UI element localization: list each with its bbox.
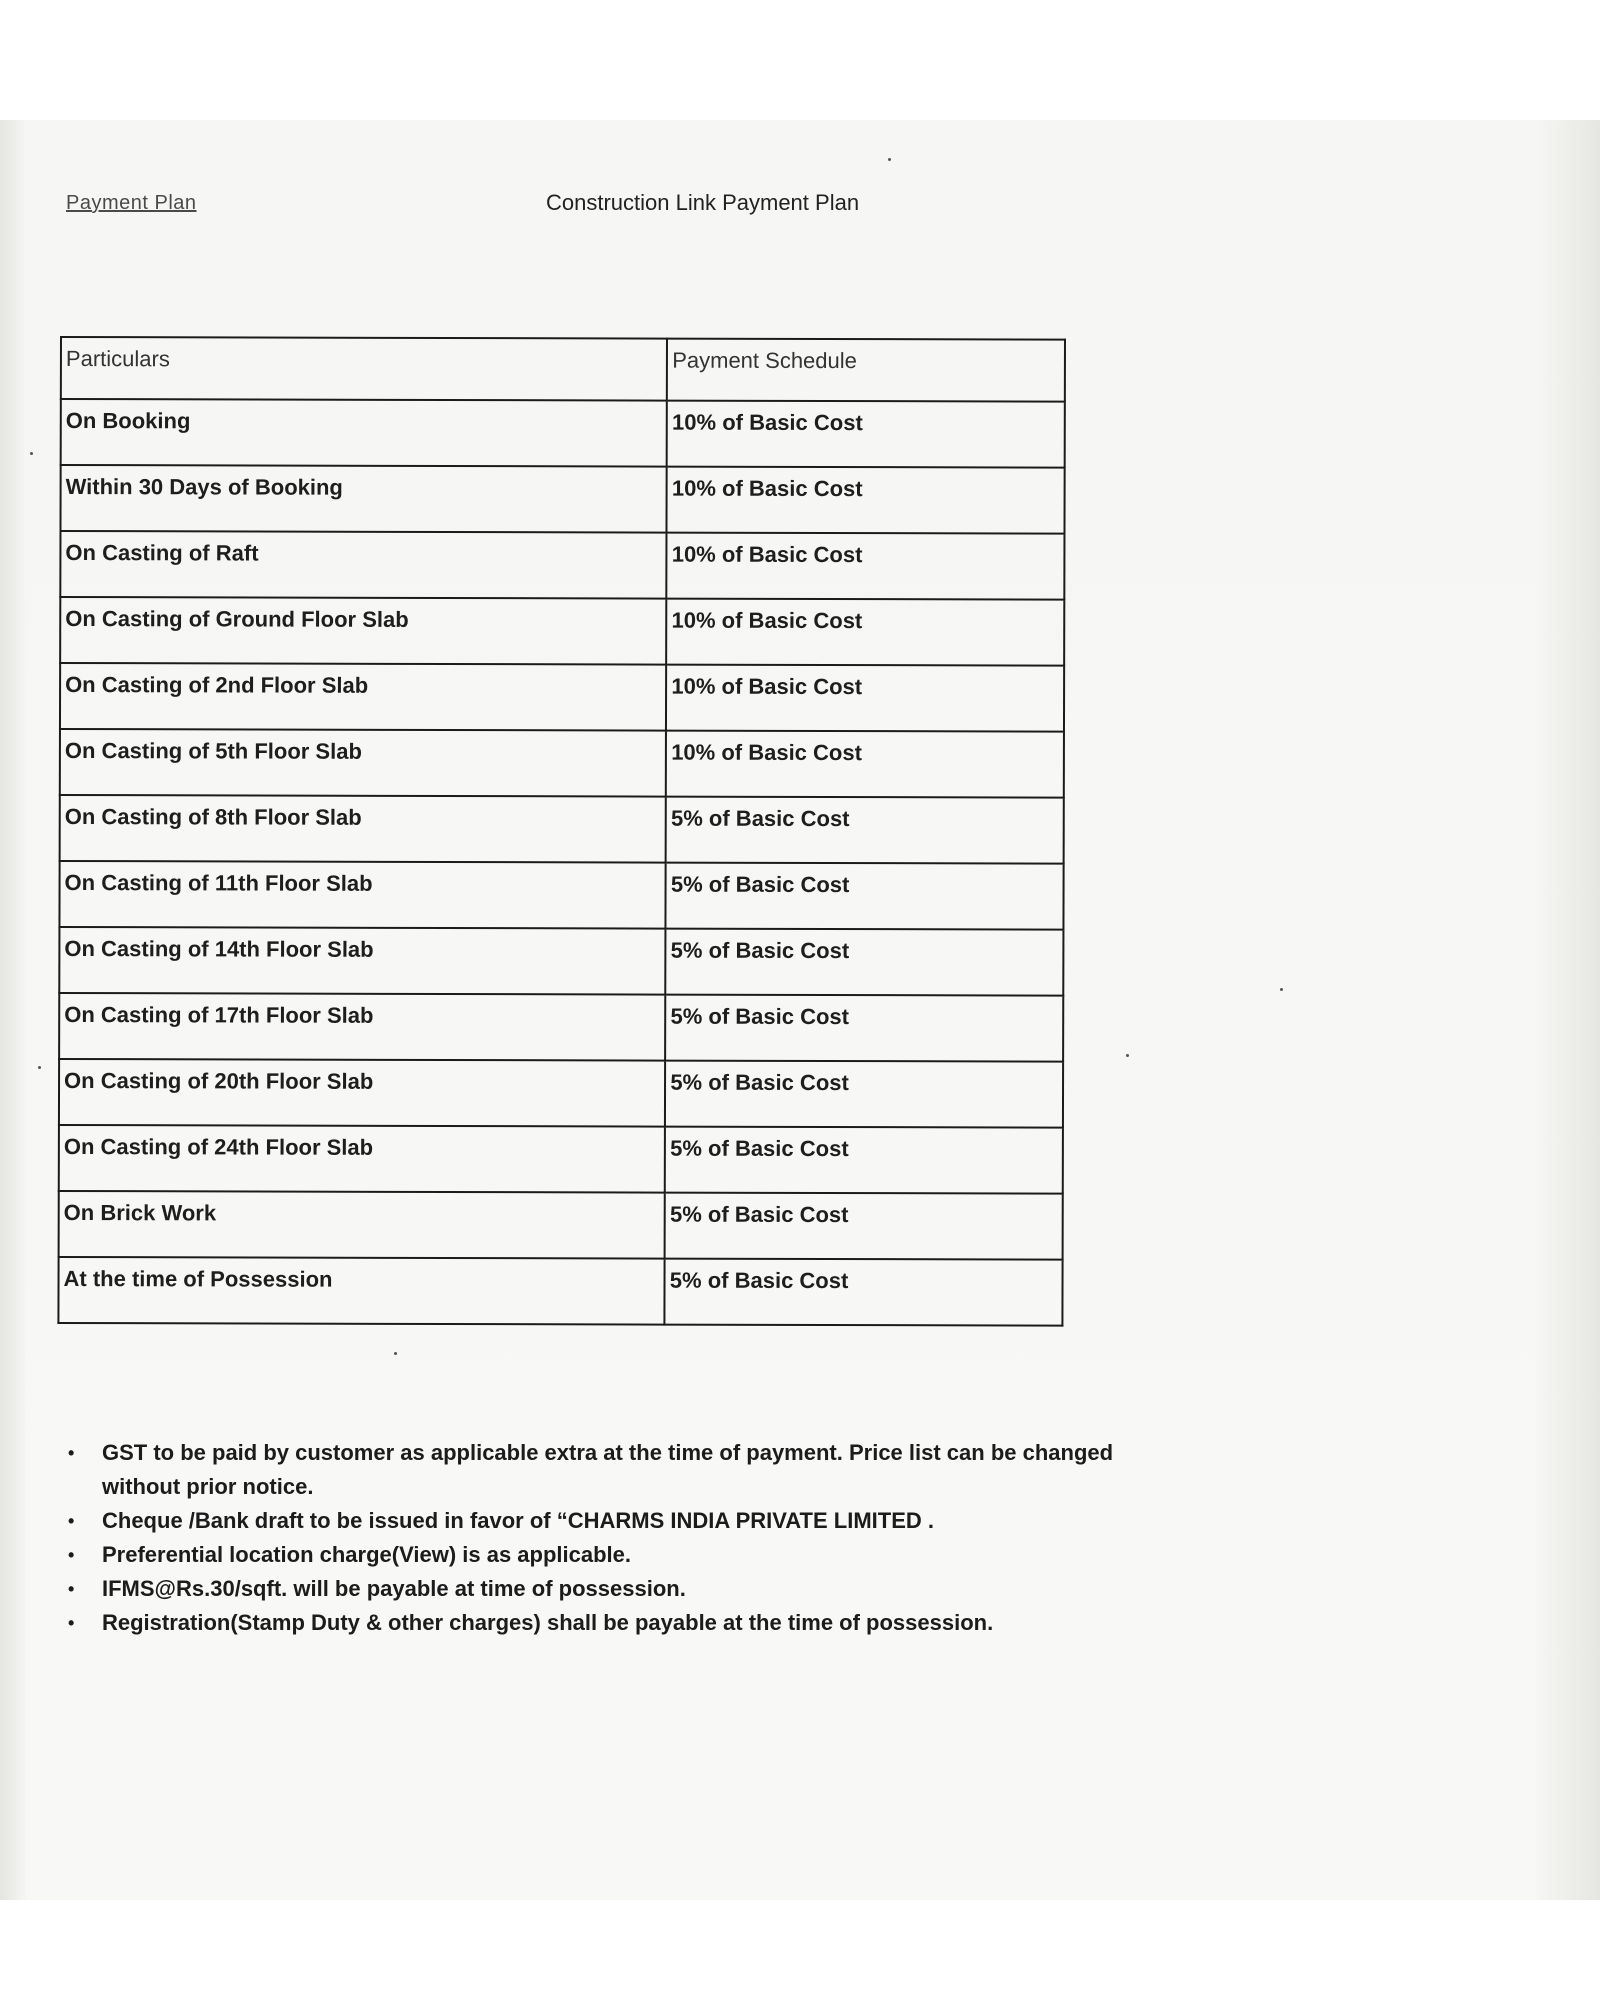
particular-cell: On Casting of 20th Floor Slab xyxy=(59,1059,665,1127)
table-row xyxy=(60,597,1064,666)
payment-schedule-table xyxy=(57,336,1066,1327)
table-row xyxy=(58,1257,1062,1326)
payment-plan-label: Payment Plan xyxy=(66,192,197,214)
schedule-cell: 10% of Basic Cost xyxy=(666,731,1064,798)
schedule-cell: 10% of Basic Cost xyxy=(667,533,1065,600)
particular-cell: At the time of Possession xyxy=(58,1257,664,1325)
particular-cell: On Casting of 24th Floor Slab xyxy=(59,1125,665,1193)
schedule-cell: 10% of Basic Cost xyxy=(667,401,1065,468)
note-text: GST to be paid by customer as applicable extra at the time of payment. Price list can be changed without prior notice. xyxy=(102,1440,1114,1499)
particular-cell: On Casting of 17th Floor Slab xyxy=(59,993,665,1061)
particular-cell: On Casting of 2nd Floor Slab xyxy=(60,663,666,731)
scan-right-edge-shadow xyxy=(1536,120,1600,1900)
note-text: IFMS@Rs.30/sqft. will be payable at time of possession. xyxy=(102,1576,686,1601)
particular-cell: On Casting of 14th Floor Slab xyxy=(59,927,665,995)
table-row xyxy=(59,861,1063,930)
note-text: Cheque /Bank draft to be issued in favor of “CHARMS INDIA PRIVATE LIMITED . xyxy=(102,1508,934,1533)
note-text: Preferential location charge(View) is as applicable. xyxy=(102,1542,632,1567)
note-item xyxy=(66,1606,1156,1640)
table-row xyxy=(59,993,1063,1062)
schedule-cell: 10% of Basic Cost xyxy=(666,599,1064,666)
scan-left-edge-shadow xyxy=(0,120,26,1900)
note-item xyxy=(66,1538,1156,1572)
schedule-cell: 5% of Basic Cost xyxy=(666,929,1064,996)
header-payment-schedule: Payment Schedule xyxy=(667,339,1065,402)
note-item xyxy=(66,1572,1156,1606)
particular-cell: On Casting of Ground Floor Slab xyxy=(60,597,666,665)
particular-cell: On Casting of 5th Floor Slab xyxy=(60,729,666,797)
table-row xyxy=(59,1125,1063,1194)
schedule-cell: 10% of Basic Cost xyxy=(666,665,1064,732)
scan-speck xyxy=(30,452,33,455)
note-item xyxy=(66,1436,1156,1504)
particular-cell: On Casting of Raft xyxy=(60,531,666,599)
scan-speck xyxy=(888,158,891,161)
particular-cell: Within 30 Days of Booking xyxy=(60,465,666,533)
table-row xyxy=(60,663,1064,732)
bullet-icon: • xyxy=(68,1579,75,1599)
bullet-icon: • xyxy=(68,1545,75,1565)
scan-speck xyxy=(38,1066,41,1069)
table-header-row xyxy=(61,337,1065,402)
particular-cell: On Brick Work xyxy=(59,1191,665,1259)
schedule-cell: 5% of Basic Cost xyxy=(665,1259,1063,1326)
terms-notes xyxy=(66,1436,1156,1640)
scan-speck xyxy=(394,1352,397,1355)
particular-cell: On Booking xyxy=(61,399,667,467)
table-row xyxy=(59,1059,1063,1128)
table-row xyxy=(59,1191,1063,1260)
table-row xyxy=(60,531,1064,600)
particular-cell: On Casting of 11th Floor Slab xyxy=(59,861,665,929)
table-row xyxy=(61,399,1065,468)
schedule-cell: 5% of Basic Cost xyxy=(666,863,1064,930)
scan-speck xyxy=(1126,1054,1129,1057)
schedule-cell: 5% of Basic Cost xyxy=(665,995,1063,1062)
schedule-cell: 5% of Basic Cost xyxy=(665,1061,1063,1128)
schedule-cell: 5% of Basic Cost xyxy=(666,797,1064,864)
header-particulars: Particulars xyxy=(61,337,667,401)
table-row xyxy=(60,729,1064,798)
scan-speck xyxy=(1280,988,1283,991)
bullet-icon: • xyxy=(68,1511,75,1531)
table-row xyxy=(60,795,1064,864)
table-row xyxy=(59,927,1063,996)
schedule-cell: 5% of Basic Cost xyxy=(665,1127,1063,1194)
notes-list xyxy=(66,1436,1156,1640)
note-text: Registration(Stamp Duty & other charges) shall be payable at the time of possession. xyxy=(102,1610,994,1635)
note-item xyxy=(66,1504,1156,1538)
bullet-icon: • xyxy=(68,1613,75,1633)
particular-cell: On Casting of 8th Floor Slab xyxy=(60,795,666,863)
schedule-cell: 5% of Basic Cost xyxy=(665,1193,1063,1260)
schedule-cell: 10% of Basic Cost xyxy=(667,467,1065,534)
table-row xyxy=(60,465,1064,534)
page-title: Construction Link Payment Plan xyxy=(546,190,860,215)
bullet-icon: • xyxy=(68,1443,75,1463)
